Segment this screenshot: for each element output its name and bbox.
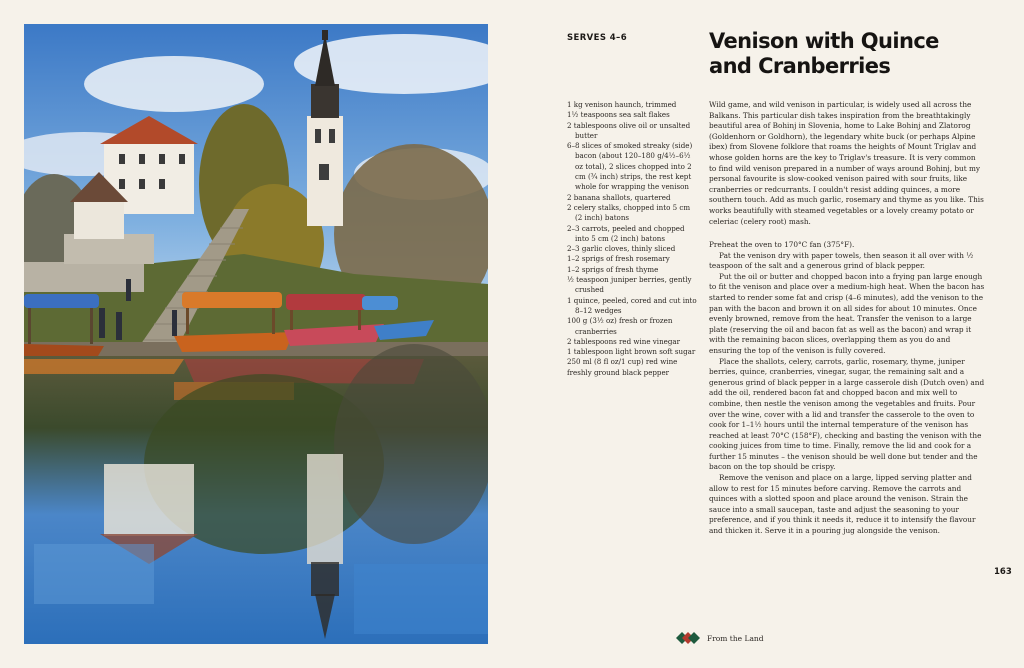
ingredient-item: 2 celery stalks, chopped into 5 cm (2 inch) batons xyxy=(567,202,691,223)
method-step: Remove the venison and place on a large, lipped serving platter and allow to rest for 15 minutes before carving. Remove the carrots and quinces with a slotted spoon and place around the venison. Strain the sauce into a small saucepan, taste and adjust the seasoning to your preference, and if you think it needs it, reduce it to intensify the flavour and thicken it. Serve it in a pouring jug alongside the venison. xyxy=(709,473,976,536)
method-step: Put the oil or butter and chopped bacon into a frying pan large enough to fit the venison and place over a medium-high heat. When the bacon has started to render some fat and crisp (4–6 minutes), add the venison to the pan with the bacon and brown it on all sides for about 10 minutes. Once evenly browned, remove from the heat. Transfer the venison to a large plate (reserving the oil and bacon fat as well as the bacon) and wrap it with the remaining bacon slices, overlapping them as you do and ensuring the top of the venison is fully covered. xyxy=(709,271,985,355)
page-number: 163 xyxy=(994,567,1012,577)
method-steps xyxy=(709,240,985,537)
page-footer xyxy=(676,632,764,644)
recipe-title xyxy=(709,29,989,79)
method-step: Preheat the oven to 170°C fan (375°F). xyxy=(709,240,855,249)
ingredient-item: 2 tablespoons red wine vinegar xyxy=(567,336,680,346)
section-name: From the Land xyxy=(707,633,764,643)
ingredient-item: 1–2 sprigs of fresh rosemary xyxy=(567,254,670,264)
lake-church-illustration xyxy=(24,24,488,644)
lake-church-photo xyxy=(24,24,488,644)
recipe-title-line-1: Venison with Quince xyxy=(709,29,939,53)
ingredient-item: 2–3 garlic cloves, thinly sliced xyxy=(567,244,676,254)
ingredient-list xyxy=(567,100,699,378)
ingredient-item: ½ teaspoon juniper berries, gently crushed xyxy=(567,275,692,295)
serves-label: SERVES 4–6 xyxy=(567,33,628,43)
ingredient-item: 6–8 slices of smoked streaky (side) bacon (about 120–180 g/4½–6½ oz total), 2 slices chopped into 2 cm (¾ inch) strips, the rest kept whole for wrapping the venison xyxy=(567,141,693,192)
ingredient-item: 2 banana shallots, quartered xyxy=(567,192,671,202)
ingredient-item: freshly ground black pepper xyxy=(567,367,670,377)
method-step: Place the shallots, celery, carrots, garlic, rosemary, thyme, juniper berries, quince, cranberries, vinegar, sugar, the remaining salt and a generous grind of black pepper in a large casserole dish (Dutch oven) and add the oil, rendered bacon fat and chopped bacon and mix well to combine, then nestle the venison among the vegetables and fruits. Pour over the wine, cover with a lid and transfer the casserole to the oven to cook for 1–1½ hours until the internal temperature of the venison has reached at least 70°C (158°F), checking and basting the venison with the cooking juices from time to time. Finally, remove the lid and cook for a further 15 minutes – the venison should be well done but tender and the bacon on the top should be crispy. xyxy=(709,356,985,472)
ingredient-item: 2–3 carrots, peeled and chopped into 5 cm (2 inch) batons xyxy=(567,223,685,243)
ingredient-item: 1½ teaspoons sea salt flakes xyxy=(567,110,670,120)
ingredient-item: 1 kg venison haunch, trimmed xyxy=(567,100,677,109)
ingredient-item: 100 g (3½ oz) fresh or frozen cranberries xyxy=(567,316,673,336)
ingredient-item: 1–2 sprigs of fresh thyme xyxy=(567,264,659,274)
ingredient-item: 1 quince, peeled, cored and cut into 8–12 wedges xyxy=(567,295,697,315)
ingredient-item: 250 ml (8 fl oz/1 cup) red wine xyxy=(567,357,678,367)
recipe-title-line-2: and Cranberries xyxy=(709,54,891,78)
method-step: Pat the venison dry with paper towels, then season it all over with ½ teaspoon of the salt and a generous grind of black pepper. xyxy=(709,250,974,271)
diamond-logo-icon xyxy=(676,632,700,644)
ingredient-item: 2 tablespoons olive oil or unsalted butter xyxy=(567,120,691,140)
ingredient-item: 1 tablespoon light brown soft sugar xyxy=(567,347,696,357)
recipe-intro: Wild game, and wild venison in particular, is widely used all across the Balkans. This particular dish takes inspiration from the breathtakingly beautiful area of Bohinj in Slovenia, home to Lake Bohinj and Zlatorog (Goldenhorn or Goldhorn), the legendary white buck (or perhaps Alpine ibex) from Slovene folklore that roams the heights of Mount Triglav and whose golden horns are the key to Triglav's treasure. It is very common to find wild venison prepared in a number of ways around Bohinj, but my personal favourite is slow-cooked venison paired with sour fruits, like cranberries or redcurrants. I couldn't resist adding quinces, a more southern touch. Add as much garlic, rosemary and thyme as you like. This works beautifully with steamed vegetables or a lovely creamy potato or celeriac (celery root) mash. xyxy=(709,100,984,226)
